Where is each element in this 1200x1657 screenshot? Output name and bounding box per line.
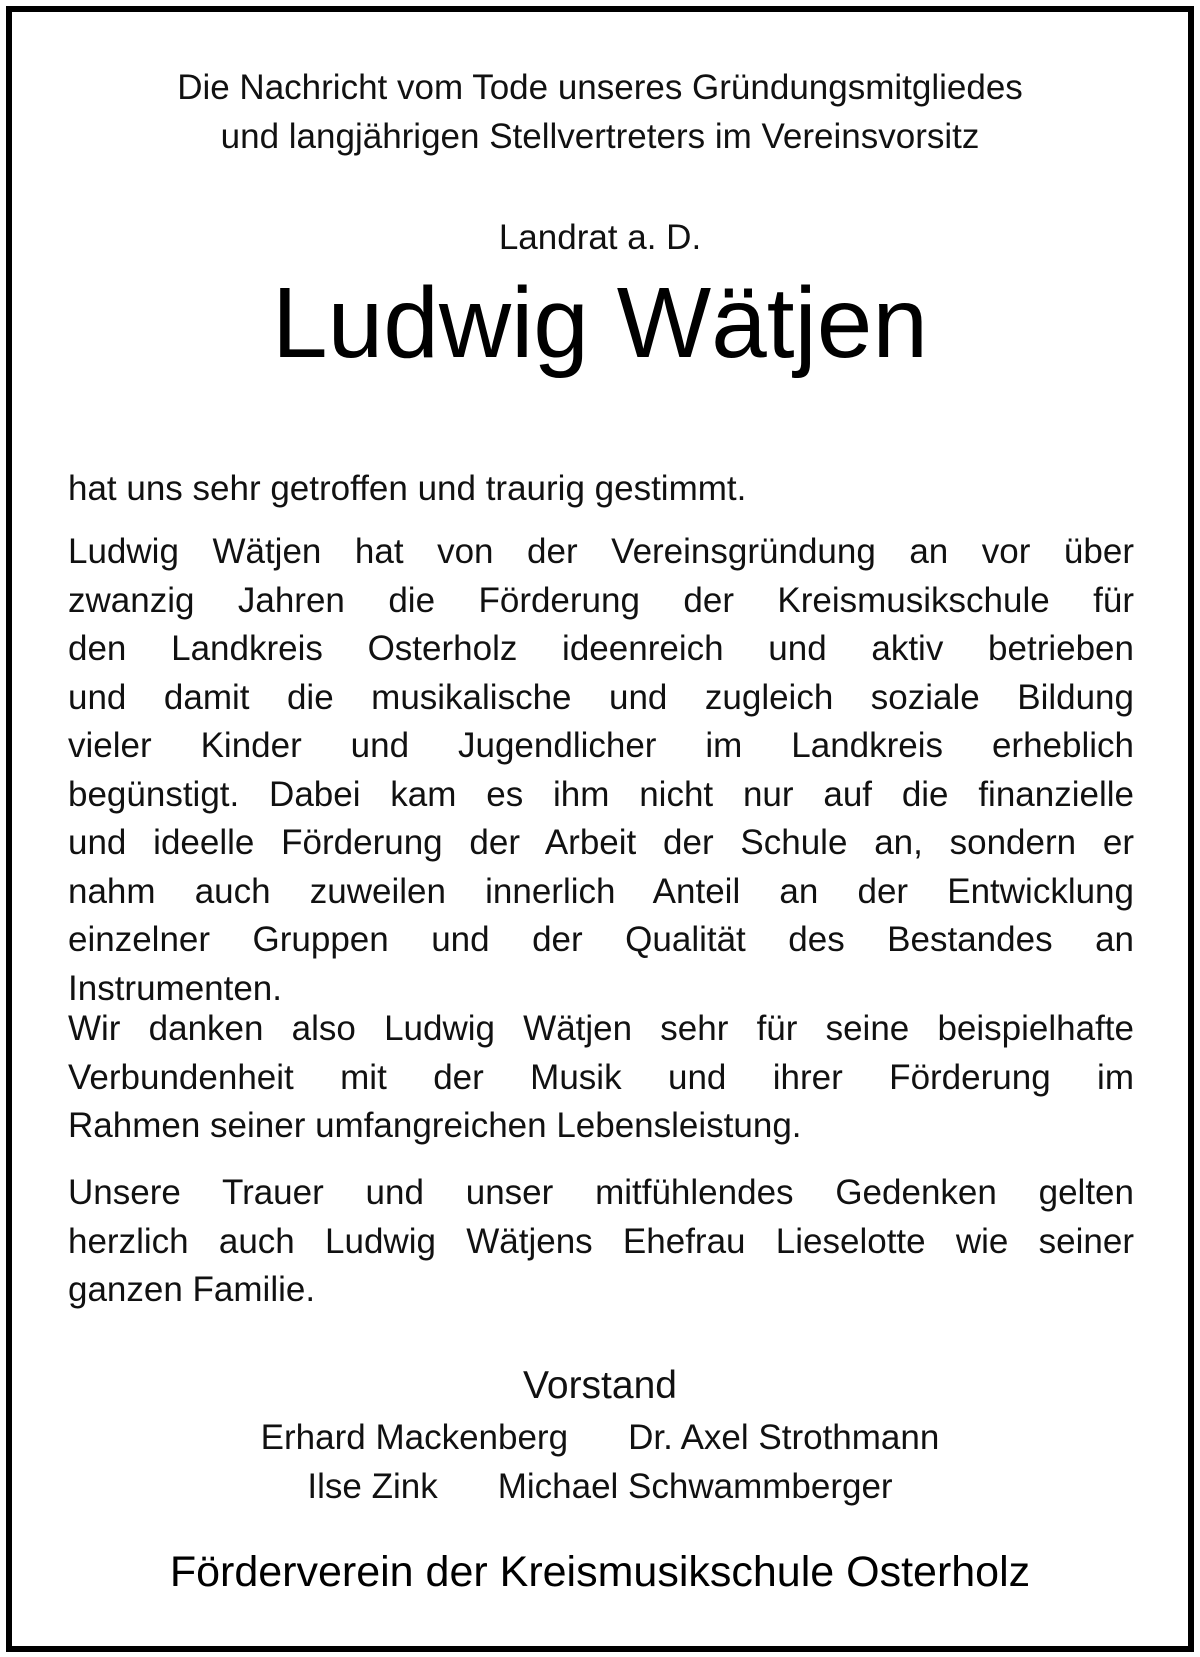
board-members-row bbox=[0, 1464, 1200, 1510]
paragraph-2 bbox=[68, 528, 1134, 1013]
text-line: und damit die musikalische und zugleich soziale Bildung bbox=[68, 677, 1134, 717]
text-line: begünstigt. Dabei kam es ihm nicht nur auf die finanzielle bbox=[68, 774, 1134, 814]
text-line: Instrumenten. bbox=[68, 968, 282, 1008]
organization-name: Förderverein der Kreismusikschule Osterholz bbox=[169, 1548, 1031, 1596]
deceased-name: Ludwig Wätjen bbox=[272, 267, 928, 379]
text-line: hat uns sehr getroffen und traurig gestimmt. bbox=[68, 469, 747, 508]
text-line: zwanzig Jahren die Förderung der Kreismusikschule für bbox=[68, 580, 1134, 620]
text-line: Ludwig Wätjen hat von der Vereinsgründung an vor über bbox=[68, 532, 1134, 571]
paragraph-4 bbox=[68, 1169, 1134, 1315]
intro-text bbox=[0, 63, 1200, 161]
text-line: den Landkreis Osterholz ideenreich und aktiv betrieben bbox=[68, 629, 1134, 668]
paragraph-1 bbox=[68, 465, 1134, 514]
text-line: herzlich auch Ludwig Wätjens Ehefrau Lieselotte wie seiner bbox=[68, 1221, 1134, 1261]
text-line: Unsere Trauer und unser mitfühlendes Gedenken gelten bbox=[68, 1173, 1134, 1212]
text-line: Wir danken also Ludwig Wätjen sehr für seine beispielhafte bbox=[68, 1009, 1134, 1048]
board-member: Michael Schwammberger bbox=[497, 1467, 893, 1506]
board-members-row bbox=[0, 1415, 1200, 1461]
text-line: Verbundenheit mit der Musik und ihrer Förderung im bbox=[68, 1057, 1134, 1097]
board-member: Ilse Zink bbox=[307, 1467, 438, 1506]
deceased-title: Landrat a. D. bbox=[498, 218, 702, 257]
paragraph-3 bbox=[68, 1005, 1134, 1151]
text-line: nahm auch zuweilen innerlich Anteil an der Entwicklung bbox=[68, 871, 1134, 911]
text-line: vieler Kinder und Jugendlicher im Landkreis erheblich bbox=[68, 726, 1134, 765]
board-heading: Vorstand bbox=[523, 1364, 677, 1407]
text-line: einzelner Gruppen und der Qualität des Bestandes an bbox=[68, 920, 1134, 959]
text-line: Rahmen seiner umfangreichen Lebensleistung. bbox=[68, 1106, 802, 1145]
intro-line: und langjährigen Stellvertreters im Vereinsvorsitz bbox=[220, 117, 980, 156]
intro-line: Die Nachricht vom Tode unseres Gründungsmitgliedes bbox=[177, 68, 1023, 107]
text-line: ganzen Familie. bbox=[68, 1270, 316, 1309]
text-line: und ideelle Förderung der Arbeit der Schule an, sondern er bbox=[68, 823, 1134, 862]
board-member: Dr. Axel Strothmann bbox=[628, 1418, 940, 1457]
board-member: Erhard Mackenberg bbox=[260, 1418, 569, 1457]
